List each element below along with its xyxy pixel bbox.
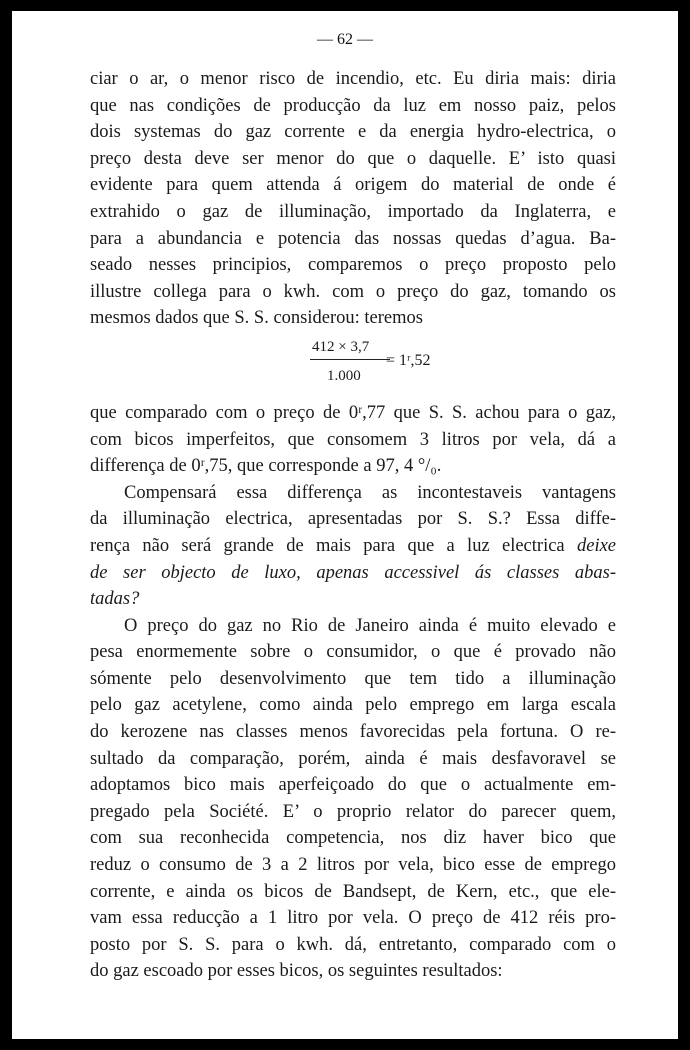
text-line: corrente, e ainda os bicos de Bandsept, de Kern, etc., que ele- bbox=[90, 881, 616, 902]
text-line: posto por S. S. para o kwh. dá, entretanto, comparado com o bbox=[90, 934, 616, 955]
text-line: pesa enormemente sobre o consumidor, o que é provado não bbox=[90, 642, 616, 663]
text-line-italic: de ser objecto de luxo, apenas accessivel ás classes abas- bbox=[90, 562, 616, 583]
text-line: pelo gaz acetylene, como ainda pelo emprego em larga escala bbox=[90, 695, 616, 716]
text-line: ciar o ar, o menor risco de incendio, etc. Eu diria mais: diria bbox=[90, 69, 616, 89]
paragraph-4 bbox=[90, 613, 616, 985]
formula-result: = 1ʳ,52 bbox=[386, 351, 431, 369]
text-line bbox=[90, 533, 616, 560]
text-line: O preço do gaz no Rio de Janeiro ainda é muito elevado e bbox=[124, 615, 616, 636]
italic-segment: deixe bbox=[564, 535, 617, 556]
price-formula bbox=[90, 334, 616, 394]
formula-numerator: 412 × 3,7 bbox=[312, 338, 370, 355]
text-line: illustre collega para o kwh. com o preço do gaz, tomando os bbox=[90, 281, 616, 302]
text-line: do gaz escoado por esses bicos, os seguintes resultados: bbox=[90, 961, 503, 982]
text-line: do kerozene nas classes menos favorecidas pela fortuna. O re- bbox=[90, 722, 616, 743]
formula-denominator: 1.000 bbox=[327, 367, 361, 384]
text-line: evidente para quem attenda á origem do material de onde é bbox=[90, 175, 616, 196]
text-line: sultado da comparação, porém, ainda é mais desfavoravel se bbox=[90, 748, 616, 769]
text-line: vam essa reducção a 1 litro por vela. O preço de 412 réis pro- bbox=[90, 908, 616, 929]
fraction-bar bbox=[310, 359, 390, 360]
page-number: — 62 — bbox=[317, 31, 373, 48]
body-text bbox=[90, 66, 616, 985]
paragraph-1 bbox=[90, 66, 616, 332]
text-line: adoptamos bico mais aperfeiçoado do que o actualmente em- bbox=[90, 775, 616, 796]
text-segment: rença não será grande de mais para que a luz electrica bbox=[90, 535, 565, 556]
text-line: dois systemas do gaz corrente e da energia hydro-electrica, o bbox=[90, 122, 616, 143]
text-line: que comparado com o preço de 0ʳ,77 que S. S. achou para o gaz, bbox=[90, 402, 616, 423]
text-line: que nas condições de producção da luz em nosso paiz, pelos bbox=[90, 95, 616, 116]
text-line: reduz o consumo de 3 a 2 litros por vela, bico esse de emprego bbox=[90, 855, 616, 876]
book-page bbox=[12, 11, 678, 1039]
text-line: para a abundancia e potencia das nossas quedas d’agua. Ba- bbox=[90, 228, 616, 249]
text-line: preço desta deve ser menor do que o daquelle. E’ isto quasi bbox=[90, 148, 616, 169]
paragraph-2 bbox=[90, 400, 616, 480]
text-line: com sua reconhecida competencia, nos diz haver bico que bbox=[90, 828, 616, 849]
text-line: Compensará essa differença as incontestaveis vantagens bbox=[124, 482, 616, 503]
text-line: seado nesses principios, comparemos o preço proposto pelo bbox=[90, 255, 616, 276]
text-line: sómente pelo desenvolvimento que tem tido a illuminação bbox=[90, 668, 616, 689]
text-line-italic: tadas? bbox=[90, 589, 140, 610]
text-line: da illuminação electrica, apresentadas por S. S.? Essa diffe- bbox=[90, 509, 616, 530]
text-line: differença de 0ʳ,75, que corresponde a 97, 4 °/₀. bbox=[90, 456, 442, 477]
text-line: pregado pela Société. E’ o proprio relator do parecer quem, bbox=[90, 801, 616, 822]
paragraph-3 bbox=[90, 480, 616, 613]
text-line: com bicos imperfeitos, que consomem 3 litros por vela, dá a bbox=[90, 429, 616, 450]
text-line: mesmos dados que S. S. considerou: teremos bbox=[90, 308, 423, 329]
text-line: extrahido o gaz de illuminação, importado da Inglaterra, e bbox=[90, 201, 616, 222]
